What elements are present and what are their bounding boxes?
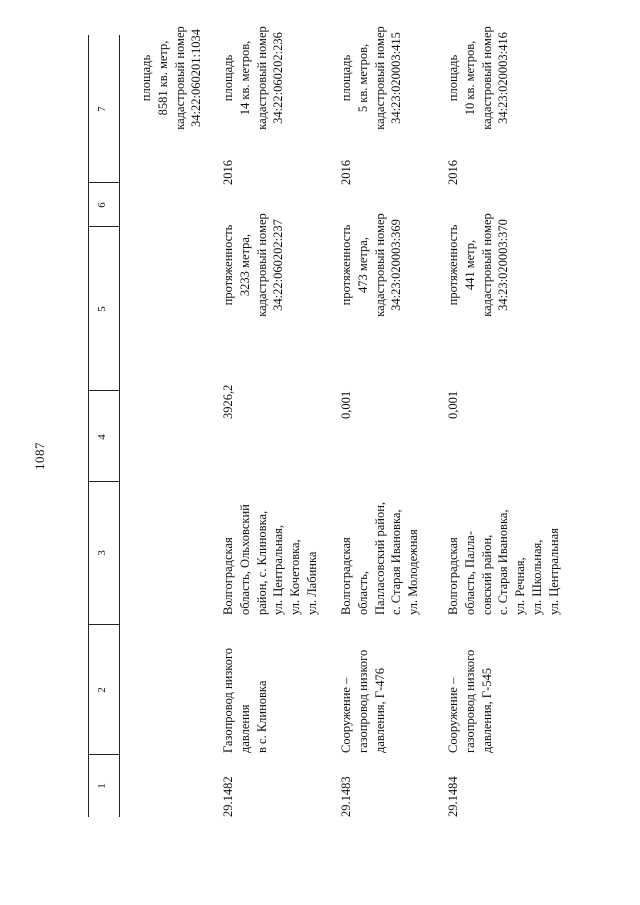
row-value: 3926,2 [221, 384, 235, 419]
column-number-2: 2 [96, 687, 108, 693]
row-area: площадь 5 кв. метров, кадастровый номер 34:23:020003:415 [339, 26, 404, 130]
row-id: 29.1482 [221, 776, 235, 817]
row-name: Сооружение – газопровод низкого давления, Г-476 [339, 649, 387, 753]
header-separator-5 [88, 226, 120, 227]
page-number: 1087 [32, 442, 47, 470]
row-value: 0,001 [339, 390, 353, 419]
row-value: 0,001 [446, 390, 460, 419]
column-number-7: 7 [96, 106, 108, 112]
column-number-6: 6 [96, 202, 108, 208]
row-address: Волгоградская область, Палла- совский район, с. Старая Ивановка, ул. Речная, ул. Школьная, ул. Центральная [446, 509, 561, 615]
row-length: протяженность 473 метра, кадастровый номер 34:23:020003:369 [339, 213, 404, 317]
header-separator-6 [88, 182, 120, 183]
column-number-1: 1 [96, 783, 108, 789]
header-separator-4 [88, 390, 120, 391]
column-number-4: 4 [96, 434, 108, 440]
column-number-5: 5 [96, 306, 108, 312]
header-separator-3 [88, 481, 120, 482]
row-name: Газопровод низкого давления в с. Клиновка [221, 647, 269, 753]
row-length: протяженность 441 метр, кадастровый номер 34:23:020003:370 [446, 213, 511, 317]
row-length: протяженность 3233 метра, кадастровый номер 34:22:060202:237 [221, 213, 286, 317]
header-bottom-line [119, 35, 120, 817]
header-separator-2 [88, 624, 120, 625]
row-year: 2016 [339, 160, 353, 185]
header-separator-1 [88, 754, 120, 755]
row-id: 29.1483 [339, 776, 353, 817]
row-name: Сооружение – газопровод низкого давления, Г-545 [446, 649, 494, 753]
row-address: Волгоградская область, Палласовский район, с. Старая Ивановка, ул. Молодежная [339, 501, 421, 615]
row-year: 2016 [221, 160, 235, 185]
row-year: 2016 [446, 160, 460, 185]
continued-area-cell: площадь 8581 кв. метр, кадастровый номер 34:22:060201:1034 [139, 26, 204, 130]
row-address: Волгоградская область, Ольховский район, с. Клиновка, ул. Центральная, ул. Кочетовка, ул. Лабинка [221, 504, 319, 615]
row-area: площадь 10 кв. метров, кадастровый номер 34:23:020003:416 [446, 26, 511, 130]
row-area: площадь 14 кв. метров, кадастровый номер 34:22:060202:236 [221, 26, 286, 130]
header-top-line [88, 35, 89, 817]
column-number-3: 3 [96, 550, 108, 556]
row-id: 29.1484 [446, 776, 460, 817]
